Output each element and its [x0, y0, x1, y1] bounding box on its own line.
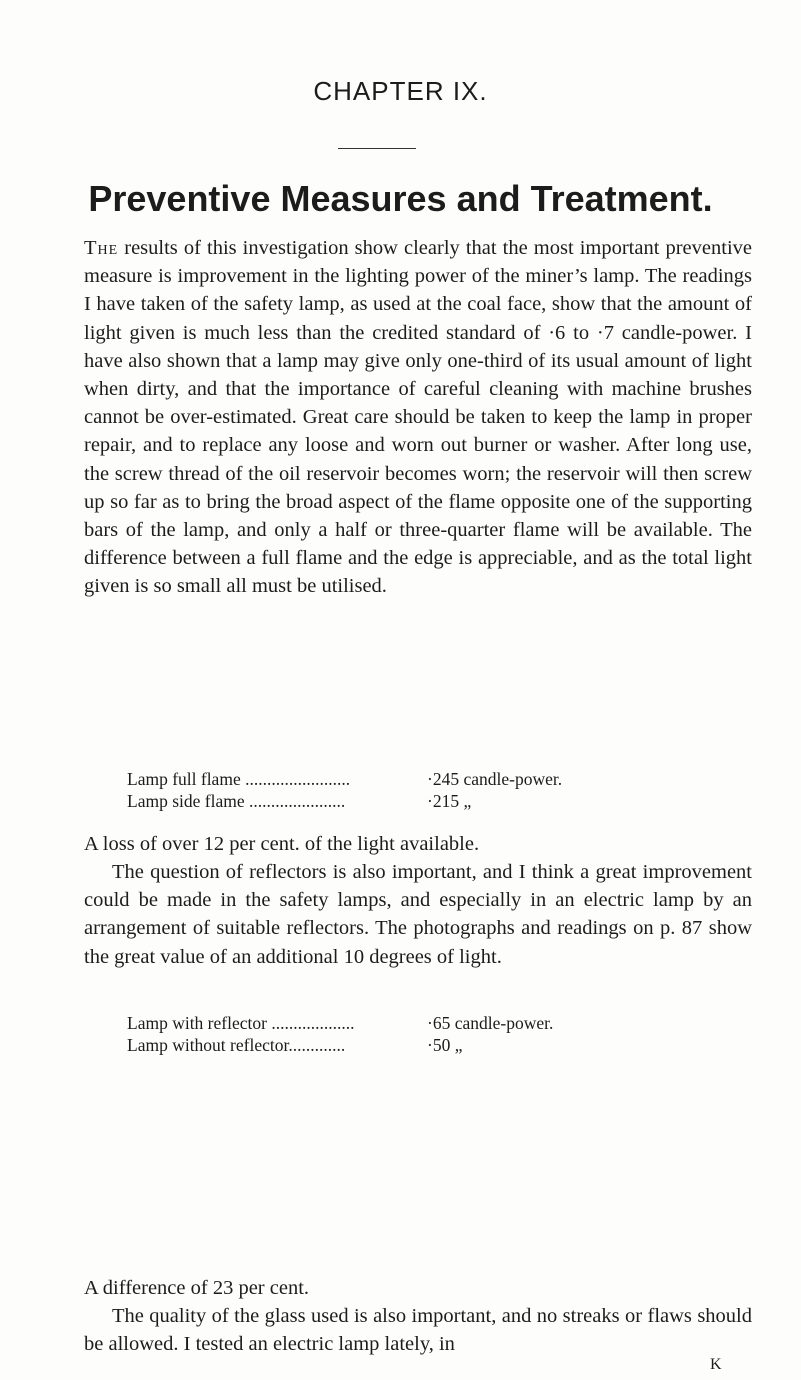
paragraph-loss: A loss of over 12 per cent. of the light available. — [84, 833, 480, 855]
signature-mark: K — [710, 1356, 722, 1373]
page-title: Preventive Measures and Treatment. — [88, 178, 713, 219]
row-label: Lamp without reflector............. — [127, 1035, 346, 1055]
row-value: ·65 candle-power. — [427, 1013, 554, 1033]
table-row — [127, 1012, 687, 1034]
table-row — [127, 790, 687, 812]
reflector-readings-table — [127, 1012, 687, 1056]
paragraph-reflectors: The question of reflectors is also important, and I think a great improvement could be made in the safety lamps, and especially in an electric lamp by an arrangement of suitable reflectors. The photographs and readings on p. 87 show the great value of an additional 10 degrees of light. — [84, 861, 752, 968]
row-label: Lamp full flame ........................ — [127, 769, 351, 789]
row-label: Lamp with reflector ................... — [127, 1013, 355, 1033]
row-label: Lamp side flame ...................... — [127, 791, 346, 811]
table-row — [127, 1034, 687, 1056]
paragraph-results-text: results of this investigation show clearly that the most important preventive measure is improvement in the lighting power of the miner’s lamp. The readings I have taken of the safety lamp, as used at the coal face, show that the amount of light given is much less than the credited standard of ·6 to ·7 candle-power. I have also shown that a lamp may give only one-third of its usual amount of light when dirty, and that the importance of careful cleaning with machine brushes cannot be over-estimated. Great care should be taken to keep the lamp in proper repair, and to replace any loose and worn out burner or washer. After long use, the screw thread of the oil reservoir becomes worn; the reservoir will then screw up so far as to bring the broad aspect of the flame opposite one of the supporting bars of the lamp, and only a half or three-quarter flame will be available. The difference between a full flame and the edge is appreciable, and as the total light given is so small all must be utilised. — [84, 237, 752, 598]
row-value: ·215 „ — [427, 791, 472, 811]
paragraph-results — [84, 234, 752, 601]
paragraph-glass: The quality of the glass used is also important, and no streaks or flaws should be allowed. I tested an electric lamp lately, in — [84, 1305, 752, 1356]
row-value: ·50 „ — [427, 1035, 463, 1055]
heading-divider — [338, 148, 416, 149]
chapter-heading: CHAPTER IX. — [313, 76, 488, 106]
paragraph-difference: A difference of 23 per cent. — [84, 1277, 310, 1299]
lead-word: The — [84, 237, 119, 259]
row-value: ·245 candle-power. — [427, 769, 563, 789]
table-row — [127, 768, 687, 790]
flame-readings-table — [127, 768, 687, 812]
